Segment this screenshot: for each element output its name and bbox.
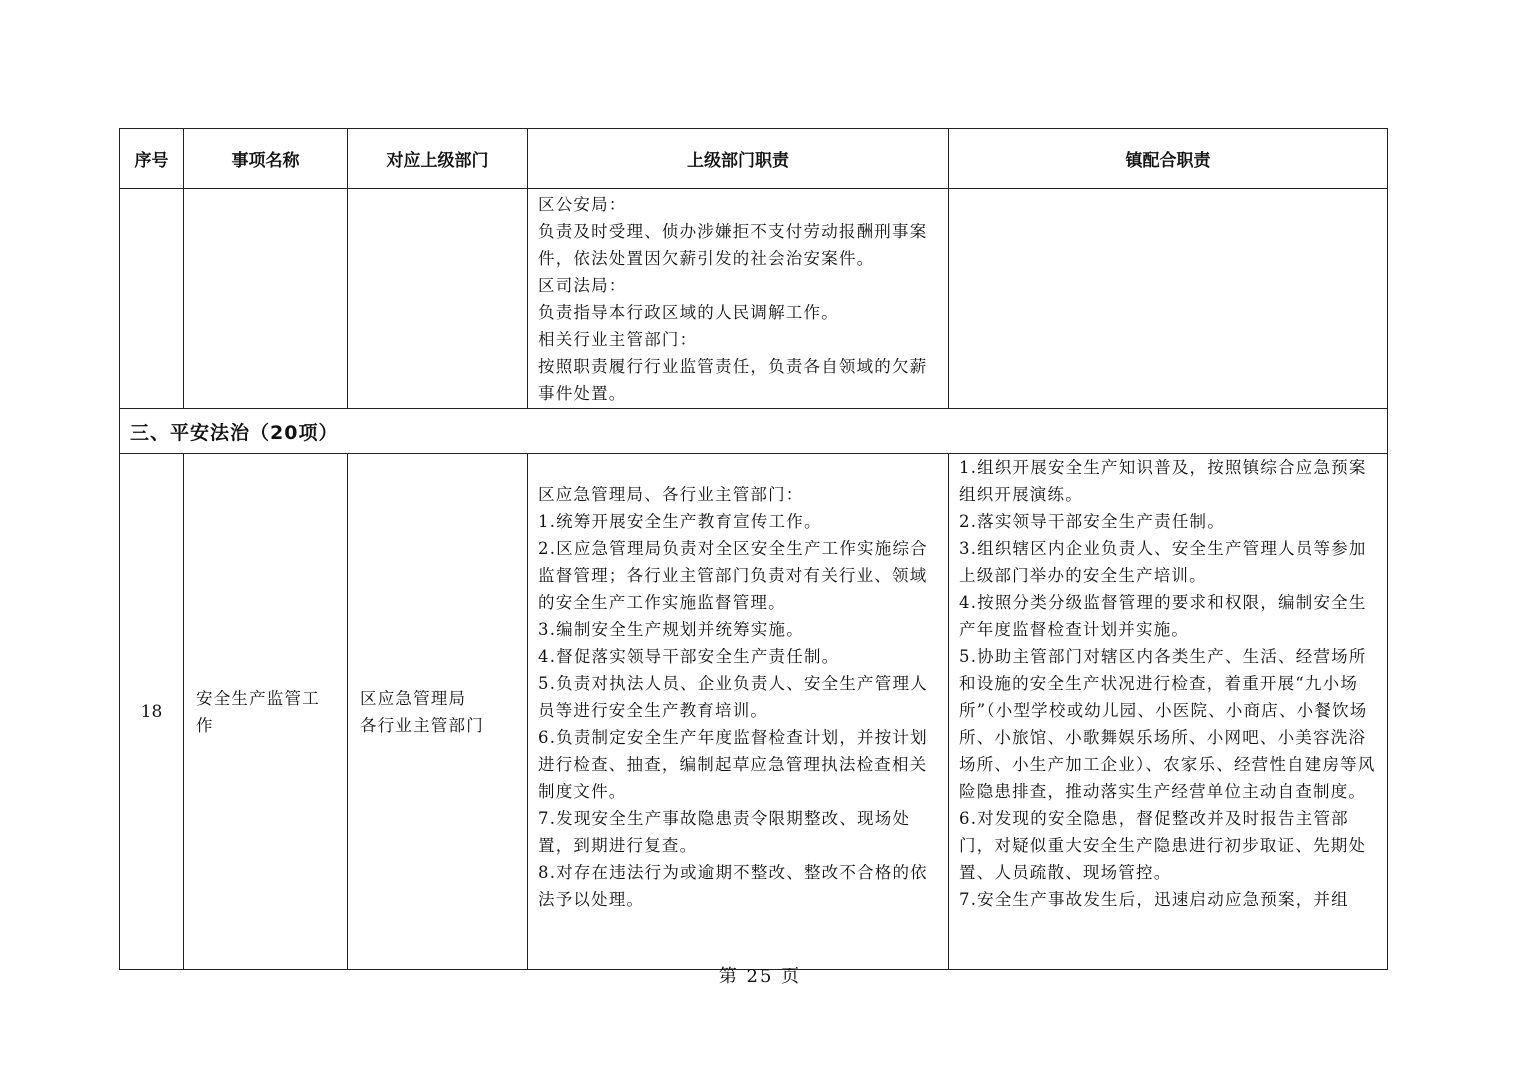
header-upper-department: 对应上级部门	[348, 129, 528, 189]
upper-duty-line: 5.负责对执法人员、企业负责人、安全生产管理人员等进行安全生产教育培训。	[538, 674, 928, 720]
upper-duty-line: 8.对存在违法行为或逾期不整改、整改不合格的依法予以处理。	[538, 863, 928, 909]
town-duty-line: 4.按照分类分级监督管理的要求和权限，编制安全生产年度监督检查计划并实施。	[959, 593, 1367, 639]
table-header-row	[120, 129, 1388, 189]
item-upper-duties	[528, 454, 949, 970]
section-heading-row	[120, 409, 1388, 454]
duty-line: 负责指导本行政区域的人民调解工作。	[538, 303, 839, 322]
header-town-duties: 镇配合职责	[949, 129, 1388, 189]
page-number: 第 25 页	[718, 966, 802, 987]
upper-duty-line: 4.督促落实领导干部安全生产责任制。	[538, 647, 840, 666]
responsibility-table	[119, 128, 1388, 970]
town-duty-line: 5.协助主管部门对辖区内各类生产、生活、经营场所和设施的安全生产状况进行检查，着重开展“九小场所”（小型学校或幼儿园、小医院、小商店、小餐饮场所、小旅馆、小歌舞娱乐场所、小网吧、小美容洗浴场所、小生产加工企业）、农家乐、经营性自建房等风险隐患排查，推动落实生产经营单位主动自查制度。	[959, 647, 1376, 801]
header-serial-number: 序号	[120, 129, 184, 189]
upper-duty-line: 区应急管理局、各行业主管部门：	[538, 485, 804, 504]
duty-line: 按照职责履行行业监管责任，负责各自领域的欠薪事件处置。	[538, 357, 928, 403]
town-duty-line: 3.组织辖区内企业负责人、安全生产管理人员等参加上级部门举办的安全生产培训。	[959, 539, 1367, 585]
upper-duty-line: 3.编制安全生产规划并统筹实施。	[538, 620, 804, 639]
upper-duty-line: 1.统筹开展安全生产教育宣传工作。	[538, 512, 822, 531]
duty-line: 相关行业主管部门：	[538, 330, 698, 349]
upper-duty-line: 7.发现安全生产事故隐患责令限期整改、现场处置，到期进行复查。	[538, 809, 911, 855]
duty-line: 区司法局：	[538, 276, 627, 295]
town-duty-line: 1.组织开展安全生产知识普及，按照镇综合应急预案组织开展演练。	[959, 458, 1367, 504]
town-duty-line: 7.安全生产事故发生后，迅速启动应急预案，并组	[959, 890, 1349, 909]
table-row-continuation	[120, 189, 1388, 409]
item-name: 安全生产监管工作	[184, 454, 348, 970]
table-row-item-18	[120, 454, 1388, 970]
cell-empty-town-duties	[949, 189, 1388, 409]
town-duty-line: 6.对发现的安全隐患，督促整改并及时报告主管部门，对疑似重大安全生产隐患进行初步取证、先期处置、人员疏散、现场管控。	[959, 809, 1367, 882]
section-title: 三、平安法治（20项）	[120, 409, 1388, 454]
cell-empty-department	[348, 189, 528, 409]
department-name: 各行业主管部门	[360, 715, 484, 735]
cell-empty-name	[184, 189, 348, 409]
department-name: 区应急管理局	[360, 688, 467, 708]
upper-duty-line: 2.区应急管理局负责对全区安全生产工作实施综合监督管理；各行业主管部门负责对有关行业、领域的安全生产工作实施监督管理。	[538, 539, 928, 612]
cell-empty-serial	[120, 189, 184, 409]
header-upper-duties: 上级部门职责	[528, 129, 949, 189]
item-town-duties	[949, 454, 1388, 970]
cell-continued-upper-duties	[528, 189, 949, 409]
duty-line: 负责及时受理、侦办涉嫌拒不支付劳动报酬刑事案件，依法处置因欠薪引发的社会治安案件。	[538, 222, 928, 268]
item-number: 18	[120, 454, 184, 970]
town-duty-line: 2.落实领导干部安全生产责任制。	[959, 512, 1225, 531]
duty-line: 区公安局：	[538, 195, 627, 214]
item-departments	[348, 454, 528, 970]
header-item-name: 事项名称	[184, 129, 348, 189]
upper-duty-line: 6.负责制定安全生产年度监督检查计划，并按计划进行检查、抽查，编制起草应急管理执法检查相关制度文件。	[538, 728, 928, 801]
